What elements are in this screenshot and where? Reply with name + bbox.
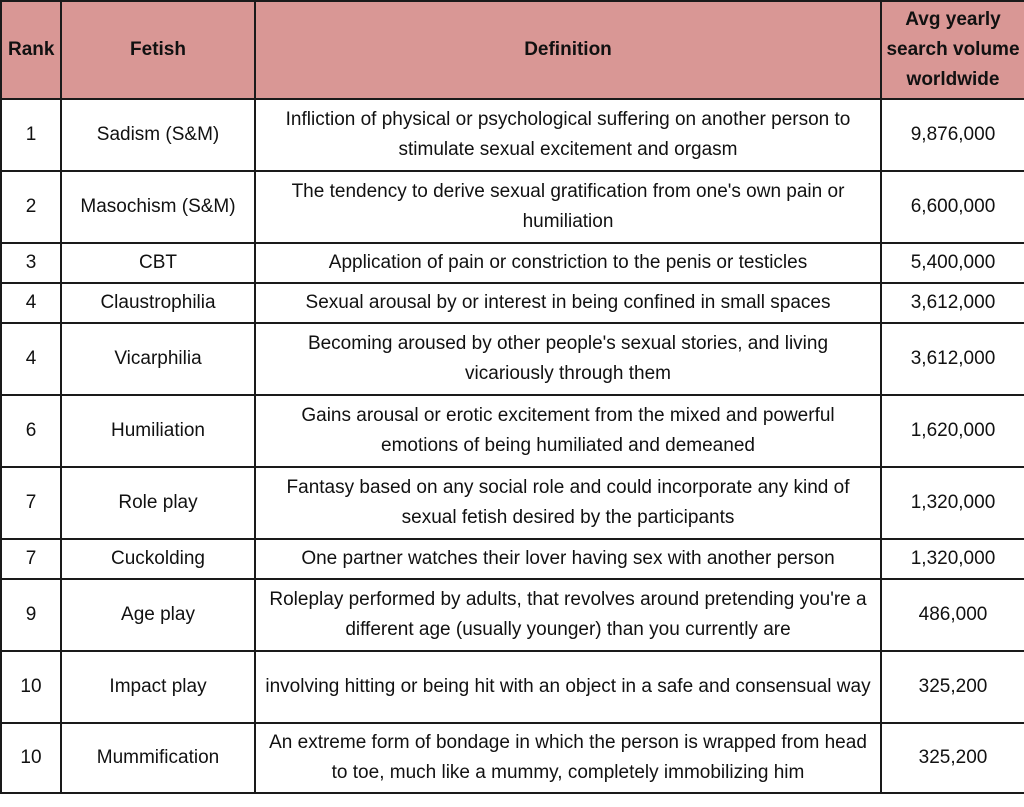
fetish-cell: Vicarphilia [61, 323, 255, 395]
rank-cell: 4 [1, 323, 61, 395]
table-row [1, 283, 1024, 323]
fetish-column-header: Fetish [61, 1, 255, 99]
definition-cell: Gains arousal or erotic excitement from the mixed and powerful emotions of being humiliated and demeaned [255, 395, 881, 467]
rank-cell: 3 [1, 243, 61, 283]
definition-column-header: Definition [255, 1, 881, 99]
definition-cell: An extreme form of bondage in which the person is wrapped from head to toe, much like a mummy, completely immobilizing him [255, 723, 881, 793]
fetish-cell: Claustrophilia [61, 283, 255, 323]
fetish-cell: Masochism (S&M) [61, 171, 255, 243]
table-row [1, 539, 1024, 579]
rank-cell: 10 [1, 651, 61, 723]
volume-cell: 3,612,000 [881, 323, 1024, 395]
table-row [1, 323, 1024, 395]
fetish-cell: Role play [61, 467, 255, 539]
volume-cell: 1,620,000 [881, 395, 1024, 467]
definition-cell: Sexual arousal by or interest in being confined in small spaces [255, 283, 881, 323]
fetish-cell: CBT [61, 243, 255, 283]
table-row [1, 395, 1024, 467]
table-header-row [1, 1, 1024, 99]
definition-cell: Roleplay performed by adults, that revolves around pretending you're a different age (usually younger) than you currently are [255, 579, 881, 651]
search-volume-column-header: Avg yearly search volume worldwide [881, 1, 1024, 99]
volume-cell: 486,000 [881, 579, 1024, 651]
rank-cell: 1 [1, 99, 61, 171]
volume-cell: 5,400,000 [881, 243, 1024, 283]
table-row [1, 723, 1024, 793]
fetish-cell: Cuckolding [61, 539, 255, 579]
definition-cell: Infliction of physical or psychological suffering on another person to stimulate sexual excitement and orgasm [255, 99, 881, 171]
rank-cell: 7 [1, 467, 61, 539]
volume-cell: 9,876,000 [881, 99, 1024, 171]
definition-cell: Fantasy based on any social role and could incorporate any kind of sexual fetish desired by the participants [255, 467, 881, 539]
table-row [1, 651, 1024, 723]
table-row [1, 579, 1024, 651]
fetish-cell: Mummification [61, 723, 255, 793]
definition-cell: Becoming aroused by other people's sexual stories, and living vicariously through them [255, 323, 881, 395]
rank-cell: 10 [1, 723, 61, 793]
rank-column-header: Rank [1, 1, 61, 99]
table-row [1, 99, 1024, 171]
volume-cell: 1,320,000 [881, 539, 1024, 579]
table-row [1, 243, 1024, 283]
fetish-cell: Age play [61, 579, 255, 651]
rank-cell: 4 [1, 283, 61, 323]
volume-cell: 325,200 [881, 723, 1024, 793]
volume-cell: 3,612,000 [881, 283, 1024, 323]
definition-cell: Application of pain or constriction to the penis or testicles [255, 243, 881, 283]
volume-cell: 325,200 [881, 651, 1024, 723]
definition-cell: The tendency to derive sexual gratification from one's own pain or humiliation [255, 171, 881, 243]
rank-cell: 9 [1, 579, 61, 651]
rank-cell: 2 [1, 171, 61, 243]
table-row [1, 467, 1024, 539]
rank-cell: 6 [1, 395, 61, 467]
definition-cell: One partner watches their lover having sex with another person [255, 539, 881, 579]
fetish-cell: Humiliation [61, 395, 255, 467]
rank-cell: 7 [1, 539, 61, 579]
table-row [1, 171, 1024, 243]
fetish-cell: Sadism (S&M) [61, 99, 255, 171]
volume-cell: 1,320,000 [881, 467, 1024, 539]
volume-cell: 6,600,000 [881, 171, 1024, 243]
definition-cell: involving hitting or being hit with an object in a safe and consensual way [255, 651, 881, 723]
fetish-cell: Impact play [61, 651, 255, 723]
